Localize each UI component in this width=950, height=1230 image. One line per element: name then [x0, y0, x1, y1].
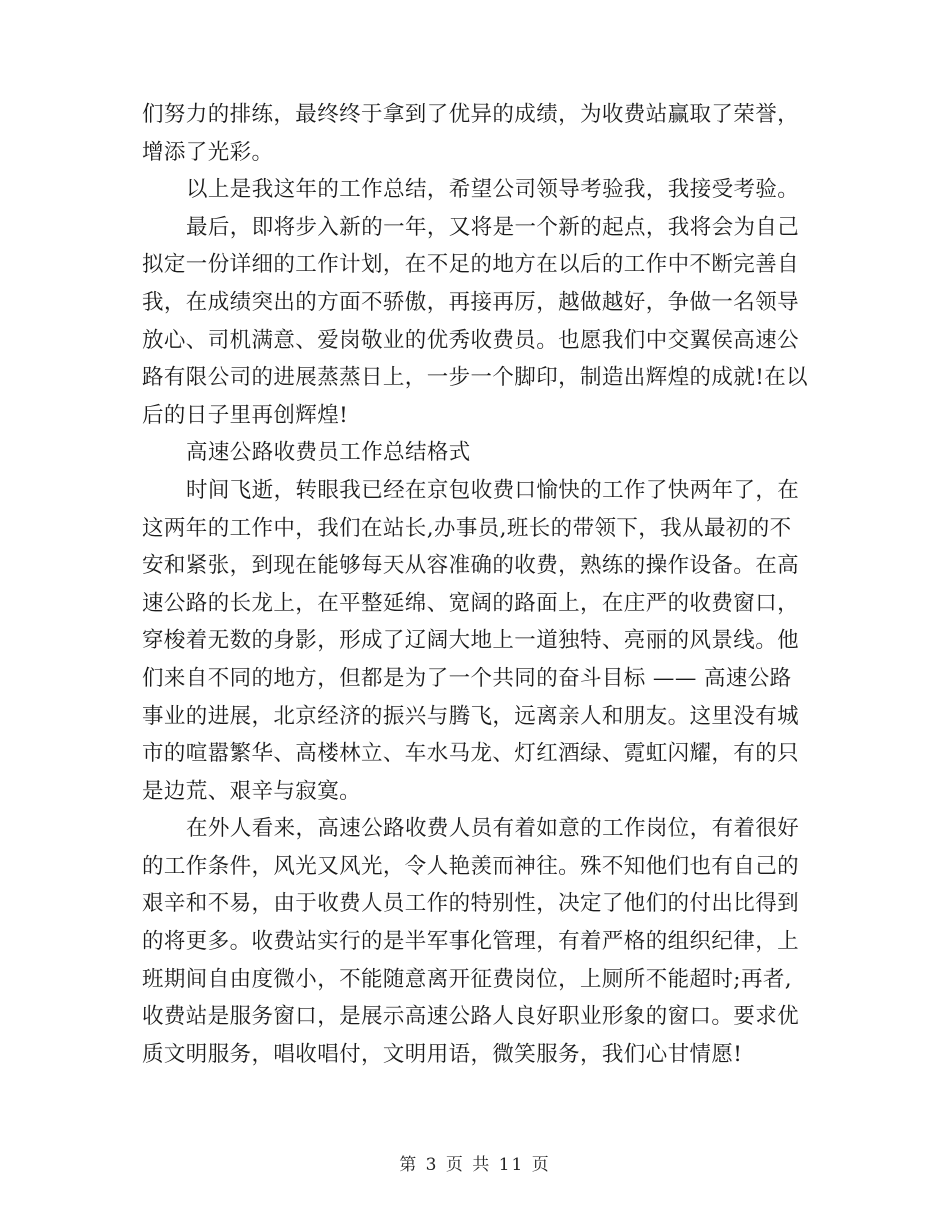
text-line: 增添了光彩。	[142, 139, 274, 165]
text-line: 的工作条件，风光又风光，令人艳羡而神往。殊不知他们也有自己的	[142, 853, 800, 879]
text-line: 们来自不同的地方，但都是为了一个共同的奋斗目标 —— 高速公路	[142, 665, 792, 691]
text-line: 速公路的长龙上，在平整延绵、宽阔的路面上，在庄严的收费窗口，	[142, 590, 800, 616]
text-line: 质文明服务，唱收唱付，文明用语，微笑服务，我们心甘情愿!	[142, 1041, 743, 1067]
text-line: 市的喧嚣繁华、高楼林立、车水马龙、灯红酒绿、霓虹闪耀，有的只	[142, 741, 800, 767]
text-line: 高速公路收费员工作总结格式	[186, 440, 471, 466]
text-line: 路有限公司的进展蒸蒸日上，一步一个脚印，制造出辉煌的成就!在以	[142, 365, 809, 391]
text-line: 艰辛和不易，由于收费人员工作的特别性，决定了他们的付出比得到	[142, 891, 800, 917]
text-line: 们努力的排练，最终终于拿到了优异的成绩，为收费站赢取了荣誉，	[142, 102, 800, 127]
text-line: 我，在成绩突出的方面不骄傲，再接再厉，越做越好，争做一名领导	[142, 289, 800, 315]
text-line: 是边荒、艰辛与寂寞。	[142, 778, 362, 804]
page-footer: 第 3 页 共 11 页	[399, 1155, 551, 1175]
text-line: 在外人看来，高速公路收费人员有着如意的工作岗位，有着很好	[186, 816, 800, 842]
text-line: 以上是我这年的工作总结，希望公司领导考验我，我接受考验。	[186, 177, 800, 203]
document-body	[142, 96, 809, 1073]
text-line: 收费站是服务窗口，是展示高速公路人良好职业形象的窗口。要求优	[142, 1004, 800, 1030]
text-line: 最后，即将步入新的一年，又将是一个新的起点，我将会为自己	[186, 214, 800, 240]
text-line: 事业的进展，北京经济的振兴与腾飞，远离亲人和朋友。这里没有城	[142, 703, 800, 729]
text-line: 这两年的工作中，我们在站长,办事员,班长的带领下，我从最初的不	[142, 515, 792, 541]
text-line: 穿梭着无数的身影，形成了辽阔大地上一道独特、亮丽的风景线。他	[142, 628, 800, 654]
text-line: 放心、司机满意、爱岗敬业的优秀收费员。也愿我们中交翼侯高速公	[142, 327, 800, 353]
text-line: 后的日子里再创辉煌!	[142, 402, 349, 428]
text-line: 的将更多。收费站实行的是半军事化管理，有着严格的组织纪律，上	[142, 929, 800, 955]
text-line: 时间飞逝，转眼我已经在京包收费口愉快的工作了快两年了，在	[186, 477, 800, 503]
text-line: 安和紧张，到现在能够每天从容准确的收费，熟练的操作设备。在高	[142, 553, 800, 579]
text-line: 拟定一份详细的工作计划，在不足的地方在以后的工作中不断完善自	[142, 252, 800, 278]
text-line: 班期间自由度微小，不能随意离开征费岗位，上厕所不能超时;再者,	[142, 966, 792, 992]
